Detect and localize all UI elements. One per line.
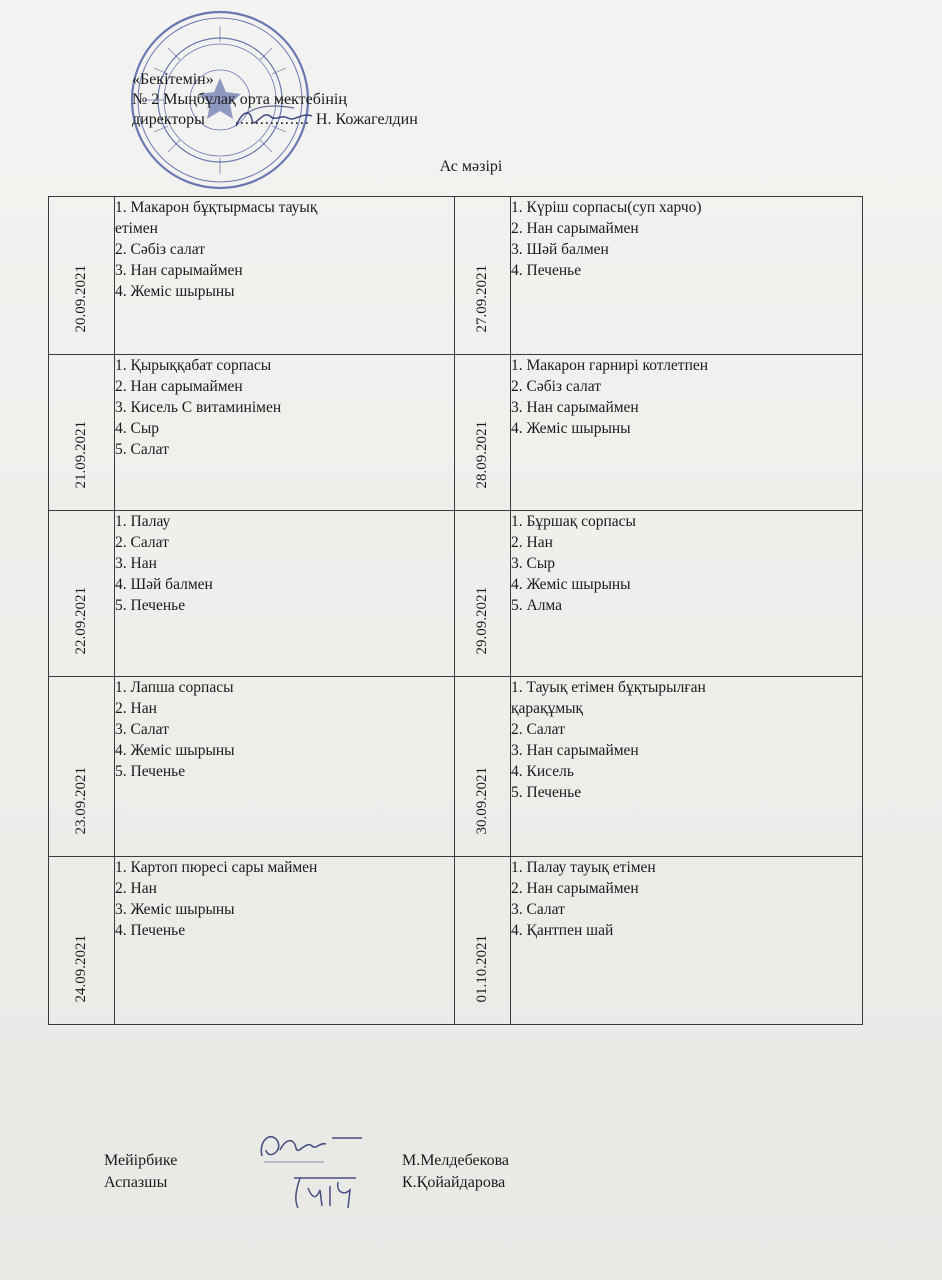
nurse-signature <box>254 1120 366 1170</box>
dish-item: 3. Салат <box>115 721 169 738</box>
dish-item: 3. Нан сарымаймен <box>115 262 243 279</box>
cook-role: Аспазшы <box>104 1174 168 1191</box>
dish-list <box>115 511 454 616</box>
dish-list <box>115 677 454 782</box>
day-date: 23.09.2021 <box>73 766 89 834</box>
dish-list <box>115 355 454 460</box>
dish-item: 3. Сыр <box>511 555 556 572</box>
footer-roles <box>104 1150 177 1194</box>
items-cell <box>511 857 863 1025</box>
date-cell <box>49 857 115 1025</box>
dish-item: 3. Кисель С витаминімен <box>115 399 282 416</box>
dish-list <box>511 197 862 281</box>
document-title: Ас мәзірі <box>439 158 503 175</box>
approval-role: директоры <box>132 111 205 128</box>
dish-item: 1. Палау тауық етімен <box>511 859 656 876</box>
approval-name: Н. Кожагелдин <box>315 111 418 128</box>
items-cell <box>115 511 455 677</box>
dish-item: 4. Жеміс шырыны <box>115 283 235 300</box>
dish-item: 1. Картоп пюресі сары маймен <box>115 859 318 876</box>
items-cell <box>115 197 455 355</box>
dish-item: 5. Печенье <box>115 597 186 614</box>
date-cell <box>455 511 511 677</box>
menu-row <box>49 197 863 355</box>
items-cell <box>115 677 455 857</box>
dish-item: 3. Нан сарымаймен <box>511 399 639 416</box>
dish-item: қарақұмық <box>511 700 584 717</box>
director-signature <box>232 100 322 136</box>
day-date: 30.09.2021 <box>474 766 490 834</box>
date-cell <box>49 355 115 511</box>
dish-item: 4. Қантпен шай <box>511 922 614 939</box>
dish-item: 1. Бұршақ сорпасы <box>511 513 636 530</box>
dish-item: 4. Кисель <box>511 763 574 780</box>
dish-item: етімен <box>115 220 158 237</box>
dish-item: 1. Палау <box>115 513 171 530</box>
cook-signature <box>286 1170 362 1214</box>
items-cell <box>511 677 863 857</box>
dish-item: 4. Сыр <box>115 420 160 437</box>
dish-item: 3. Нан сарымаймен <box>511 742 639 759</box>
dish-list <box>511 677 862 803</box>
date-cell <box>49 197 115 355</box>
dish-item: 5. Печенье <box>115 763 186 780</box>
date-cell <box>455 355 511 511</box>
dish-list <box>511 511 862 616</box>
footer-names <box>402 1150 509 1194</box>
dish-item: 4. Печенье <box>115 922 186 939</box>
approval-signature-line: ............... <box>234 111 310 128</box>
date-cell <box>49 677 115 857</box>
dish-item: 4. Шәй балмен <box>115 576 213 593</box>
dish-item: 3. Салат <box>511 901 565 918</box>
dish-list <box>115 857 454 941</box>
dish-item: 4. Жеміс шырыны <box>115 742 235 759</box>
dish-list <box>115 197 454 302</box>
dish-item: 2. Нан <box>511 534 553 551</box>
date-cell <box>49 511 115 677</box>
dish-item: 2. Нан сарымаймен <box>511 220 639 237</box>
dish-item: 1. Макарон бұқтырмасы тауық <box>115 199 318 216</box>
dish-item: 2. Салат <box>115 534 169 551</box>
dish-item: 3. Шәй балмен <box>511 241 609 258</box>
dish-item: 2. Сәбіз салат <box>511 378 601 395</box>
menu-table <box>48 196 863 1025</box>
day-date: 27.09.2021 <box>474 264 490 332</box>
date-cell <box>455 677 511 857</box>
menu-row <box>49 857 863 1025</box>
day-date: 01.10.2021 <box>474 934 490 1002</box>
dish-item: 1. Тауық етімен бұқтырылған <box>511 679 706 696</box>
day-date: 20.09.2021 <box>73 264 89 332</box>
day-date: 28.09.2021 <box>474 420 490 488</box>
menu-row <box>49 355 863 511</box>
dish-item: 5. Алма <box>511 597 563 614</box>
dish-item: 3. Нан <box>115 555 157 572</box>
nurse-role: Мейірбике <box>104 1152 178 1169</box>
dish-item: 2. Нан сарымаймен <box>115 378 243 395</box>
items-cell <box>115 857 455 1025</box>
dish-item: 4. Жеміс шырыны <box>511 576 631 593</box>
date-cell <box>455 197 511 355</box>
dish-item: 3. Жеміс шырыны <box>115 901 235 918</box>
menu-row <box>49 511 863 677</box>
approval-heading: «Бекітемін» <box>132 71 214 88</box>
dish-item: 1. Күріш сорпасы(суп харчо) <box>511 199 702 216</box>
dish-list <box>511 857 862 941</box>
date-cell <box>455 857 511 1025</box>
items-cell <box>511 197 863 355</box>
dish-item: 5. Печенье <box>511 784 582 801</box>
dish-item: 2. Нан <box>115 700 157 717</box>
day-date: 29.09.2021 <box>474 586 490 654</box>
dish-item: 4. Жеміс шырыны <box>511 420 631 437</box>
dish-item: 2. Нан <box>115 880 157 897</box>
dish-item: 5. Салат <box>115 441 169 458</box>
day-date: 22.09.2021 <box>73 586 89 654</box>
dish-item: 2. Салат <box>511 721 565 738</box>
items-cell <box>511 355 863 511</box>
dish-item: 2. Нан сарымаймен <box>511 880 639 897</box>
items-cell <box>511 511 863 677</box>
dish-item: 4. Печенье <box>511 262 582 279</box>
dish-item: 1. Қырыққабат сорпасы <box>115 357 272 374</box>
cook-name: К.Қойайдарова <box>402 1174 506 1191</box>
dish-item: 1. Макарон гарнирі котлетпен <box>511 357 709 374</box>
day-date: 24.09.2021 <box>73 934 89 1002</box>
nurse-name: М.Мелдебекова <box>402 1152 510 1169</box>
day-date: 21.09.2021 <box>73 420 89 488</box>
approval-school: № 2 Мыңбұлақ орта мектебінің <box>132 91 347 108</box>
dish-item: 2. Сәбіз салат <box>115 241 205 258</box>
items-cell <box>115 355 455 511</box>
menu-row <box>49 677 863 857</box>
dish-item: 1. Лапша сорпасы <box>115 679 234 696</box>
dish-list <box>511 355 862 439</box>
